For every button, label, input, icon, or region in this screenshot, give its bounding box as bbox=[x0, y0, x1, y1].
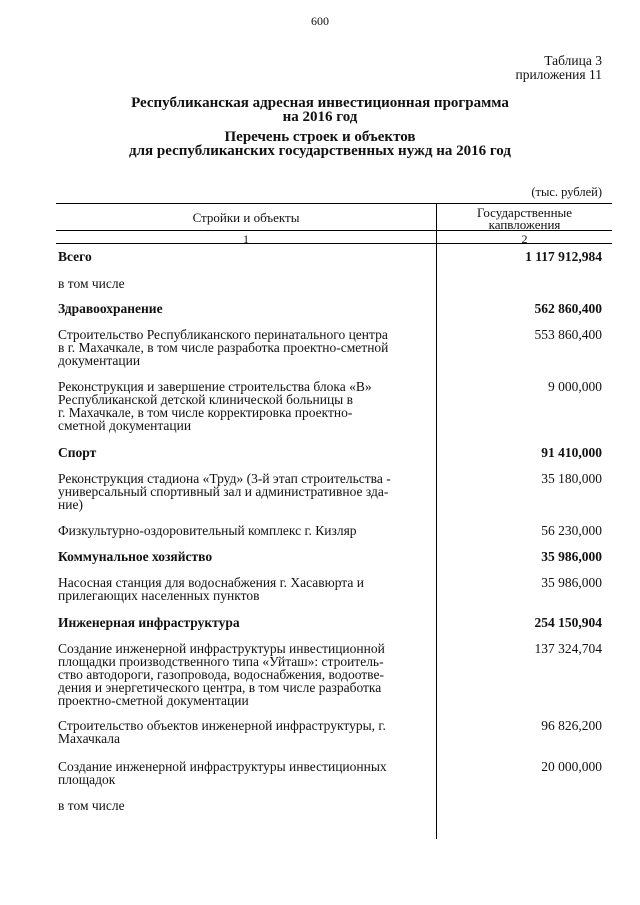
table-row-label bbox=[58, 250, 430, 263]
table-row-label-line: Махачкала bbox=[58, 731, 121, 746]
table-row-label-line: в г. Махачкале, в том числе разработка проектно-сметной bbox=[58, 340, 389, 355]
column-header-investments bbox=[437, 207, 612, 231]
table-row-value: 137 324,704 bbox=[534, 641, 602, 656]
table-row-label-line: в том числе bbox=[58, 276, 125, 291]
table-row-label bbox=[58, 277, 430, 290]
column-divider bbox=[436, 203, 437, 839]
table-row-value: 35 180,000 bbox=[541, 471, 602, 486]
table-row-label bbox=[58, 380, 430, 432]
table-row-label bbox=[58, 616, 430, 629]
table-row-label bbox=[58, 719, 430, 745]
table-row-label-line: Строительство объектов инженерной инфраструктуры, г. bbox=[58, 718, 386, 733]
column-header-objects: Стройки и объекты bbox=[192, 210, 300, 225]
table-row-label-line: Реконструкция стадиона «Труд» (3-й этап строительства - bbox=[58, 471, 391, 486]
table-row-label-line: сметной документации bbox=[58, 418, 192, 433]
table-row-label-line: Строительство Республиканского перинатального центра bbox=[58, 327, 388, 342]
table-row-value: 35 986,000 bbox=[541, 575, 602, 590]
table-row-label-line: Насосная станция для водоснабжения г. Хасавюрта и bbox=[58, 575, 364, 590]
annex-table-label: Таблица 3 bbox=[544, 53, 602, 68]
table-row-label-line: проектно-сметной документации bbox=[58, 693, 249, 708]
table-row-label-line: Создание инженерной инфраструктуры инвестиционной bbox=[58, 641, 385, 656]
table-row-label-line: Спорт bbox=[58, 445, 97, 460]
table-row-label-line: универсальный спортивный зал и административное зда- bbox=[58, 484, 389, 499]
table-row-value: 91 410,000 bbox=[541, 445, 602, 460]
table-row-value: 56 230,000 bbox=[541, 523, 602, 538]
list-title bbox=[0, 130, 640, 158]
list-title-line-1: Перечень строек и объектов bbox=[224, 129, 416, 145]
table-row-label bbox=[58, 446, 430, 459]
table-row-label bbox=[58, 576, 430, 602]
list-title-line-2: для республиканских государственных нужд на 2016 год bbox=[129, 143, 511, 159]
table-row-label-line: дения и энергетического центра, в том числе разработка bbox=[58, 680, 382, 695]
table-row-label bbox=[58, 472, 430, 511]
units-label: (тыс. рублей) bbox=[531, 185, 602, 199]
table-row-label bbox=[58, 642, 430, 707]
table-row-label-line: Создание инженерной инфраструктуры инвестиционных bbox=[58, 759, 387, 774]
table-row-value: 1 117 912,984 bbox=[525, 249, 602, 264]
table-row-value: 254 150,904 bbox=[534, 615, 602, 630]
table-row-label-line: ние) bbox=[58, 497, 83, 512]
table-row-label bbox=[58, 302, 430, 315]
table-row-value: 9 000,000 bbox=[548, 379, 602, 394]
table-top-rule bbox=[56, 203, 612, 204]
page-number: 600 bbox=[311, 14, 329, 28]
program-title-line-2: на 2016 год bbox=[282, 109, 358, 125]
table-row-label-line: Коммунальное хозяйство bbox=[58, 549, 213, 564]
annex-appendix-label: приложения 11 bbox=[515, 67, 602, 82]
program-title bbox=[0, 96, 640, 124]
table-row-label-line: Физкультурно-оздоровительный комплекс г. Кизляр bbox=[58, 523, 357, 538]
table-row-label-line: в том числе bbox=[58, 798, 125, 813]
table-row-label bbox=[58, 799, 430, 812]
table-row-label-line: Республиканской детской клинической больницы в bbox=[58, 392, 353, 407]
annex-reference bbox=[515, 54, 602, 82]
table-row-label-line: ство автодороги, газопровода, водоснабжения, водоотве- bbox=[58, 667, 384, 682]
table-row-label-line: г. Махачкале, в том числе корректировка проектно- bbox=[58, 405, 353, 420]
column-header-investments-line-2: капвложения bbox=[488, 217, 561, 232]
table-row-label-line: Реконструкция и завершение строительства блока «В» bbox=[58, 379, 372, 394]
table-row-label-line: прилегающих населенных пунктов bbox=[58, 588, 260, 603]
table-row-label-line: площадок bbox=[58, 772, 116, 787]
table-row-label bbox=[58, 328, 430, 367]
column-number-1: 1 bbox=[243, 232, 249, 246]
table-row-value: 562 860,400 bbox=[534, 301, 602, 316]
program-title-line-1: Республиканская адресная инвестиционная программа bbox=[131, 95, 509, 111]
table-row-value: 35 986,000 bbox=[541, 549, 602, 564]
table-row-label bbox=[58, 760, 430, 786]
table-row-label-line: Инженерная инфраструктура bbox=[58, 615, 240, 630]
table-row-value: 96 826,200 bbox=[541, 718, 602, 733]
table-row-label bbox=[58, 550, 430, 563]
table-row-value: 553 860,400 bbox=[534, 327, 602, 342]
table-row-label bbox=[58, 524, 430, 537]
table-row-label-line: документации bbox=[58, 353, 141, 368]
table-row-label-line: площадки производственного типа «Уйташ»: строитель- bbox=[58, 654, 384, 669]
column-number-2: 2 bbox=[521, 232, 528, 246]
table-row-label-line: Всего bbox=[58, 249, 92, 264]
table-row-value: 20 000,000 bbox=[541, 759, 602, 774]
table-row-label-line: Здравоохранение bbox=[58, 301, 163, 316]
column-header-investments-line-1: Государственные bbox=[476, 205, 573, 220]
